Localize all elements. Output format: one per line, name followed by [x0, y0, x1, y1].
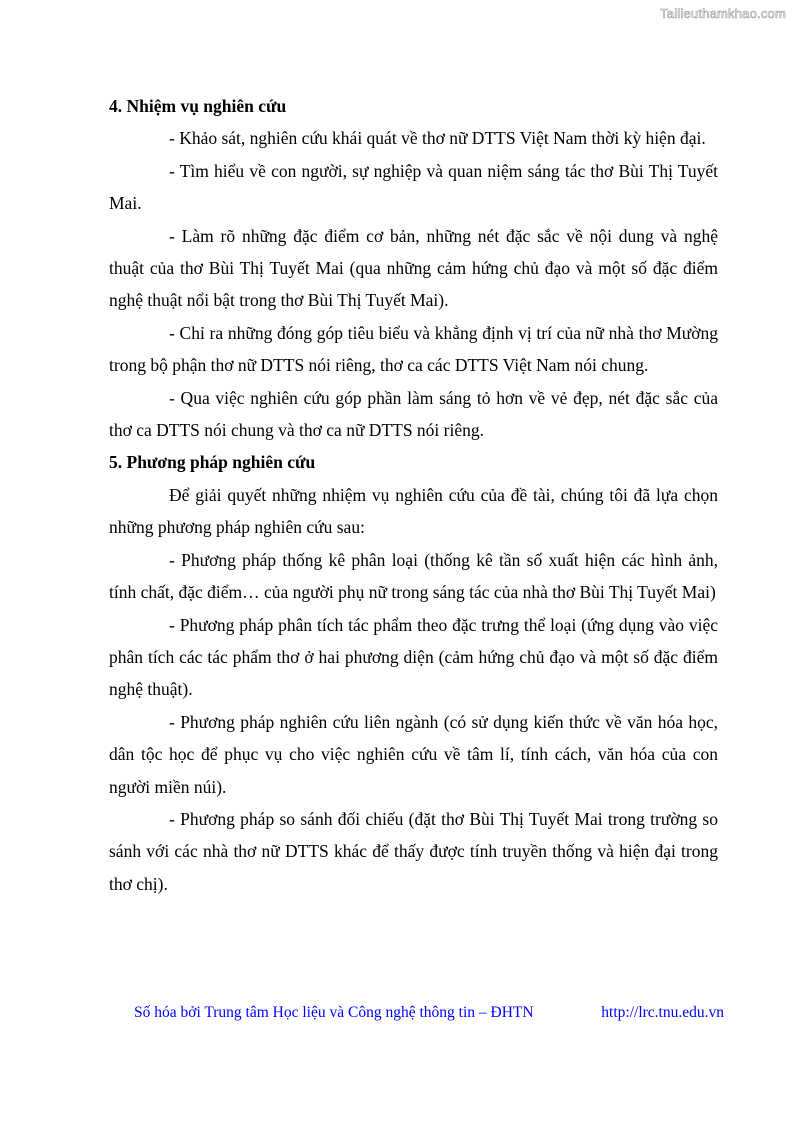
paragraph: - Làm rõ những đặc điểm cơ bản, những nét đặc sắc về nội dung và nghệ thuật của thơ Bùi Thị Tuyết Mai (qua những cảm hứng chủ đạo và một số đặc điểm nghệ thuật nổi bật trong thơ Bùi Thị Tuyết Mai). — [109, 225, 718, 311]
paragraph: - Chỉ ra những đóng góp tiêu biểu và khẳng định vị trí của nữ nhà thơ Mường trong bộ phận thơ nữ DTTS nói riêng, thơ ca các DTTS Việt Nam nói chung. — [109, 322, 718, 376]
paragraph: - Phương pháp so sánh đối chiếu (đặt thơ Bùi Thị Tuyết Mai trong trường so sánh với các nhà thơ nữ DTTS khác để thấy được tính truyền thống và hiện đại trong thơ chị). — [109, 808, 718, 894]
section-research-methods — [109, 446, 718, 900]
footer-url-link[interactable]: http://lrc.tnu.edu.vn — [601, 1004, 724, 1021]
section-heading-methods: 5. Phương pháp nghiên cứu — [109, 452, 316, 473]
paragraph: - Phương pháp nghiên cứu liên ngành (có sử dụng kiến thức về văn hóa học, dân tộc học để phục vụ cho việc nghiên cứu về tâm lí, tính cách, văn hóa của con người miền núi). — [109, 711, 718, 797]
paragraph: - Khảo sát, nghiên cứu khái quát về thơ nữ DTTS Việt Nam thời kỳ hiện đại. — [169, 128, 706, 149]
paragraph: - Tìm hiểu về con người, sự nghiệp và quan niệm sáng tác thơ Bùi Thị Tuyết Mai. — [109, 160, 718, 214]
watermark: Tailieuthamkhao.com — [660, 6, 786, 21]
paragraph: Để giải quyết những nhiệm vụ nghiên cứu của đề tài, chúng tôi đã lựa chọn những phương pháp nghiên cứu sau: — [109, 484, 718, 538]
document-body — [109, 90, 718, 900]
paragraph: - Qua việc nghiên cứu góp phần làm sáng tỏ hơn về vẻ đẹp, nét đặc sắc của thơ ca DTTS nói chung và thơ ca nữ DTTS nói riêng. — [109, 387, 718, 441]
footer-digitized-by: Số hóa bởi Trung tâm Học liệu và Công nghệ thông tin – ĐHTN — [134, 1004, 534, 1021]
paragraph: - Phương pháp phân tích tác phẩm theo đặc trưng thể loại (ứng dụng vào việc phân tích các tác phẩm thơ ở hai phương diện (cảm hứng chủ đạo và một số đặc điểm nghệ thuật). — [109, 614, 718, 700]
page-footer — [134, 1003, 724, 1023]
paragraph: - Phương pháp thống kê phân loại (thống kê tần số xuất hiện các hình ảnh, tính chất, đặc điểm… của người phụ nữ trong sáng tác của nhà thơ Bùi Thị Tuyết Mai) — [109, 549, 718, 603]
section-heading-tasks: 4. Nhiệm vụ nghiên cứu — [109, 96, 287, 116]
section-research-tasks — [109, 90, 718, 446]
